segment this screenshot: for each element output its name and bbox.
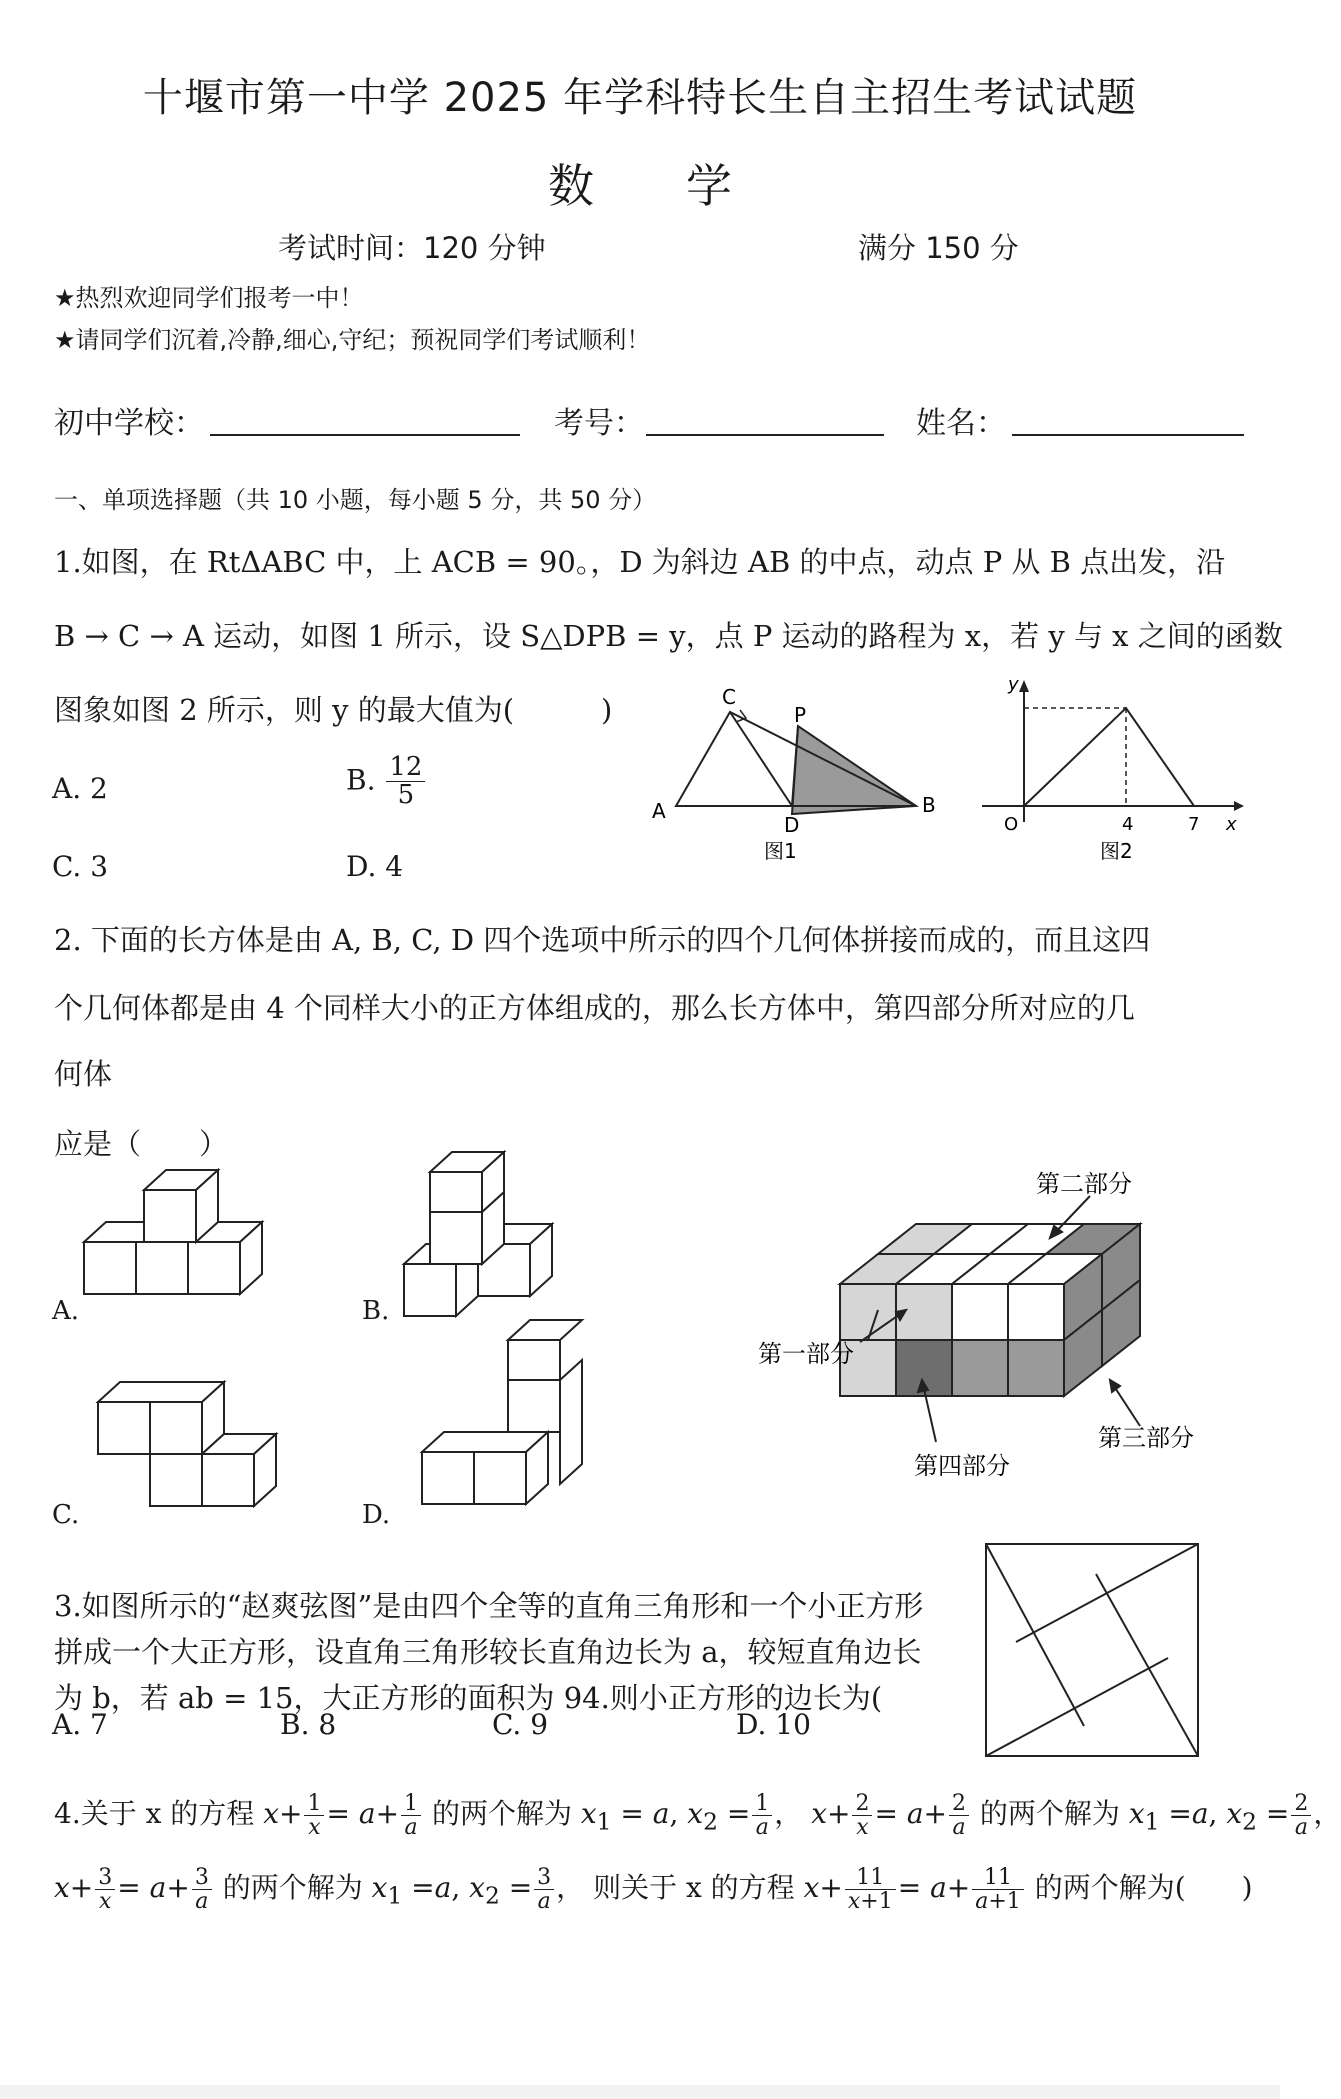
tick-7: 7 [1188, 814, 1200, 835]
q1-option-b-label: B. [346, 763, 376, 797]
q1-option-c[interactable]: C. 3 [52, 850, 109, 883]
q2-option-b[interactable]: B. [362, 1296, 390, 1326]
name-label: 姓名： [916, 406, 1006, 441]
q1-option-b-den: 5 [397, 780, 415, 811]
axis-x-label: x [1226, 814, 1237, 835]
q3-line3: 为 b，若 ab = 15，大正方形的面积为 94.则小正方形的边长为( [54, 1681, 883, 1715]
frac-1-a-sol: $\frac{1}{a}$ [752, 1792, 772, 1839]
frac-1-x: $\frac{1}{x}$ [304, 1792, 324, 1839]
q2-line1: 2. 下面的长方体是由 A, B, C, D 四个选项中所示的四个几何体拼接而成的，而且这四 [54, 923, 1151, 957]
frac-3-a: $\frac{3}{a}$ [192, 1866, 212, 1913]
school-label: 初中学校： [54, 406, 204, 441]
label-part1: 第一部分 [758, 1340, 854, 1368]
q4-text-2: 的两个解为 [431, 1797, 572, 1831]
q3-line1: 3.如图所示的“赵爽弦图”是由四个全等的直角三角形和一个小正方形 [54, 1589, 924, 1623]
label-b: B [922, 793, 936, 817]
origin-label: O [1004, 814, 1019, 835]
q1-figure-2 [972, 672, 1242, 872]
q4-text-4: 的两个解为( ) [1034, 1871, 1253, 1905]
q1-option-b-fraction [386, 754, 425, 810]
q3-option-a[interactable]: A. 7 [52, 1708, 108, 1741]
q1-option-d[interactable]: D. 4 [346, 850, 404, 883]
label-part4: 第四部分 [914, 1452, 1010, 1480]
q3-zhaoshuang-figure [984, 1542, 1214, 1762]
q3-option-b[interactable]: B. 8 [280, 1708, 337, 1741]
q2-option-d[interactable]: D. [362, 1500, 391, 1530]
q3-line2: 拼成一个大正方形，设直角三角形较长直角边长为 a，较短直角边长 [54, 1635, 922, 1669]
y-arrow [1019, 680, 1029, 692]
q3-option-c[interactable]: C. 9 [492, 1708, 549, 1741]
full-score: 满分 150 分 [858, 231, 1019, 265]
q2-option-b-shape[interactable] [400, 1164, 580, 1334]
q2-option-d-shape[interactable] [418, 1340, 608, 1520]
label-part3: 第三部分 [1098, 1424, 1194, 1452]
label-p: P [794, 703, 807, 727]
q2-line2: 个几何体都是由 4 个同样大小的正方体组成的，那么长方体中，第四部分所对应的几 [54, 991, 1135, 1025]
label-d: D [784, 813, 800, 837]
number-label: 考号： [554, 406, 644, 441]
q1-option-a[interactable]: A. 2 [52, 772, 108, 805]
label-part2: 第二部分 [1036, 1170, 1132, 1198]
q2-line3: 何体 [54, 1057, 113, 1091]
segment-cd [730, 712, 792, 806]
x-arrow [1234, 801, 1244, 811]
q4-line1: 4.关于 x 的方程 x+ $\frac{1}{x}$ = a+ $\frac{1}{a}$ 的两个解为 $x_1 = a$, $x_2$ = $\frac{1}{a}$ ， x+ $\frac{2}{x}$ = a+ $\frac{2}{a}$ 的两个解为 $x_1 =a$, $x_2$ = $\frac{2}{a}$ ， [54, 1791, 1341, 1841]
axis-y-label: y [1008, 674, 1019, 695]
label-a: A [652, 799, 666, 823]
exam-title: 十堰市第一中学 2025 年学科特长生自主招生考试试题 [142, 75, 1138, 121]
tick-4: 4 [1122, 814, 1134, 835]
q1-line1: 1.如图，在 RtΔABC 中，上 ACB = 90。，D 为斜边 AB 的中点，动点 P 从 B 点出发，沿 [54, 545, 1226, 579]
school-blank[interactable] [210, 434, 520, 436]
frac-11-x: $\frac{11}{x+1}$ [845, 1866, 896, 1913]
q2-line4: 应是（ ） [54, 1127, 229, 1161]
q2-option-c-shape[interactable] [98, 1374, 298, 1524]
name-blank[interactable] [1012, 434, 1244, 436]
frac-2-a: $\frac{2}{a}$ [949, 1792, 969, 1839]
fig2-caption: 图2 [1100, 839, 1133, 863]
q4-line2: x+ $\frac{3}{x}$ = a+ $\frac{3}{a}$ 的两个解为 $x_1 =a$, $x_2$ = $\frac{3}{a}$ ， 则关于 x 的方程 x+ $\frac{11}{x+1}$ = a+ $\frac{11}{a+1}$ 的两个解为( ) [54, 1865, 1253, 1915]
bottom-bar [0, 2085, 1280, 2099]
q4-text-1: 4.关于 x 的方程 [54, 1797, 255, 1831]
q2-option-a-shape[interactable] [84, 1186, 294, 1326]
exam-time: 考试时间：120 分钟 [278, 231, 546, 265]
q2-option-a[interactable]: A. [52, 1296, 80, 1326]
q4-text-3: 则关于 x 的方程 [593, 1871, 795, 1905]
frac-11-a: $\frac{11}{a+1}$ [972, 1866, 1024, 1913]
section-heading: 一、单项选择题（共 10 小题，每小题 5 分，共 50 分） [54, 486, 657, 514]
shaded-triangle [792, 726, 916, 814]
q1-option-b[interactable] [346, 754, 427, 810]
fig1-caption: 图1 [764, 839, 797, 863]
frac-3-a-sol: $\frac{3}{a}$ [534, 1866, 554, 1913]
q2-cuboid [750, 1170, 1230, 1490]
frac-2-a-sol: $\frac{2}{a}$ [1291, 1792, 1311, 1839]
exam-subject: 数 学 [548, 159, 732, 213]
frac-3-x: $\frac{3}{x}$ [95, 1866, 115, 1913]
frac-2-x: $\frac{2}{x}$ [852, 1792, 872, 1839]
q1-line2: B → C → A 运动，如图 1 所示，设 S△DPB = y，点 P 运动的路程为 x，若 y 与 x 之间的函数 [54, 619, 1283, 653]
frac-1-a: $\frac{1}{a}$ [401, 1792, 421, 1839]
label-c: C [722, 685, 736, 709]
q3-option-d[interactable]: D. 10 [736, 1708, 811, 1741]
welcome-note: ★热烈欢迎同学们报考一中！ [54, 284, 364, 312]
encourage-note: ★请同学们沉着,冷静,细心,守纪；预祝同学们考试顺利！ [54, 326, 651, 354]
q1-figure-1 [640, 682, 940, 872]
q1-line3: 图象如图 2 所示，则 y 的最大值为( ) [54, 693, 613, 727]
number-blank[interactable] [646, 434, 884, 436]
graph-line [1024, 708, 1194, 806]
q1-option-b-num: 12 [386, 754, 425, 782]
q2-option-c[interactable]: C. [52, 1500, 80, 1530]
